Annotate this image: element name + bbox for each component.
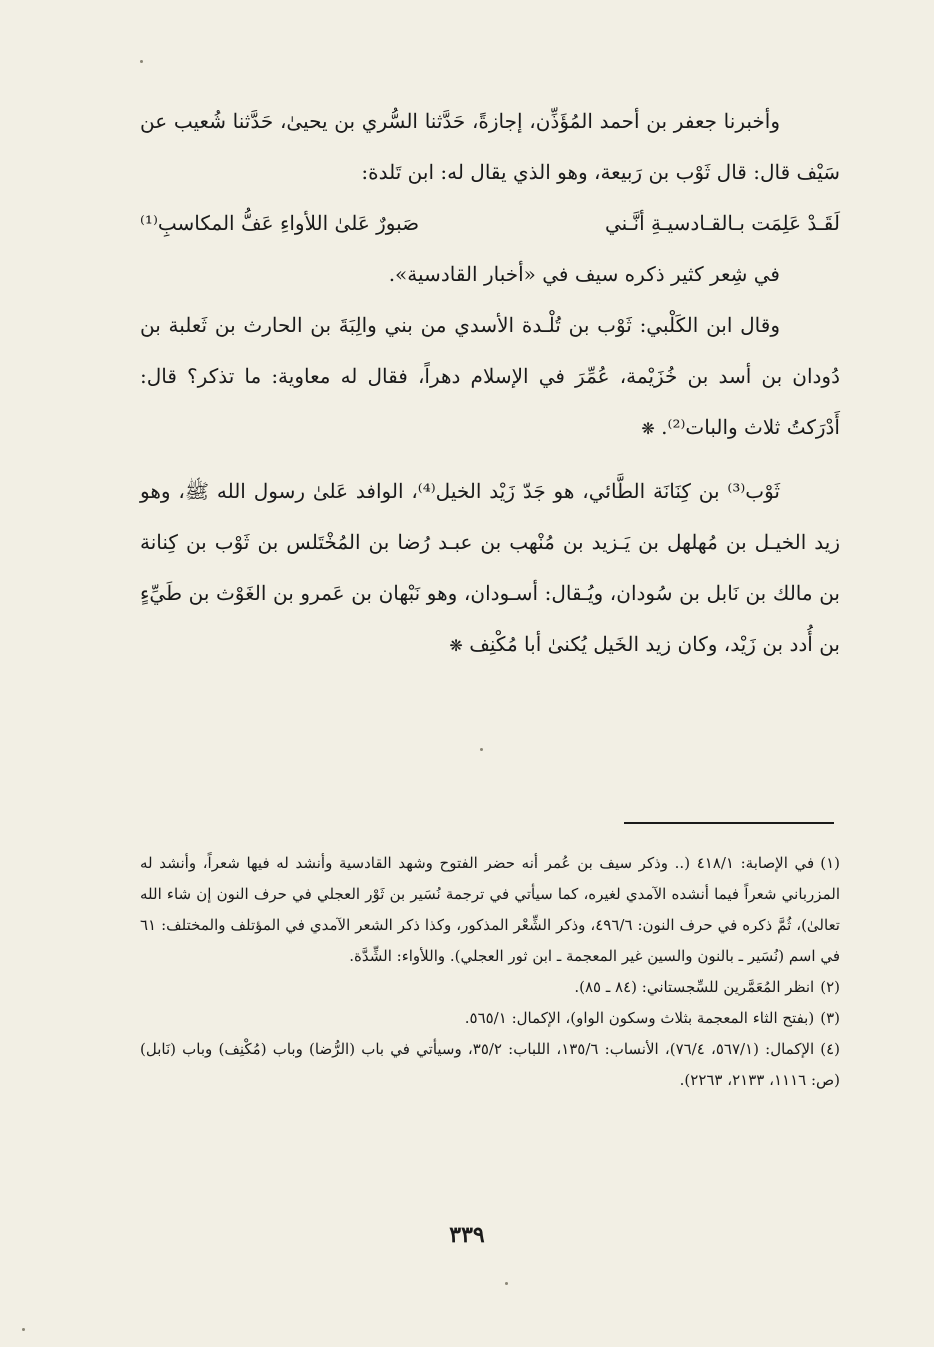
paper-speck <box>505 1282 508 1285</box>
footnote-3 <box>140 1003 840 1034</box>
paragraph-3 <box>140 300 840 454</box>
paragraph-3-text: وقال ابن الكَلْبي: ثَوْب بن تُلْـدة الأسدي من بني والِبَةَ بن الحارث بن ثَعلبة بن دُودان بن أسد بن خُزَيْمة، عُمِّرَ في الإسلام دهراً، فقال له معاوية: ما تذكر؟ قال: أَدْرَكتُ ثلاث والبات⁽²⁾. <box>140 313 841 439</box>
paper-speck <box>140 60 143 63</box>
footnote-text: في الإصابة: ٤١٨/١ (.. وذكر سيف بن عُمر أنه حضر الفتوح وشهد القادسية وأنشد له فيها شعراً، وأنشد له المزرباني شعراً فيما أنشده الآمدي لغيره، كما سيأتي في ترجمة نُسَير بن ثَوْر العجلي في حرف النون إن شاء الله تعالىٰ)، ثُمَّ ذكره في حرف النون: ٤٩٦/٦، وذكر الشِّعْر المذكور، وكذا ذكر الشعر الآمدي في المؤتلف والمختلف: ٦١ في اسم (نُسَير ـ بالنون والسين غير المعجمة ـ ابن ثور العجلي). واللأواء: الشِّدَّة. <box>140 854 840 965</box>
footnote-number: (٢) <box>820 978 840 996</box>
footnote-text: الإكمال: (٥٦٧/١، ٧٦/٤)، الأنساب: ١٣٥/٦، اللباب: ٣٥/٢، وسيأتي في باب (الرُّضا) وباب (مُكْنِف) وباب (نَابل) (ص: ١١١٦، ٢١٣٣، ٢٢٦٣). <box>140 1040 840 1089</box>
paper-speck <box>480 748 483 751</box>
paragraph-2: في شِعر كثير ذكره سيف في «أخبار القادسية». <box>388 262 780 286</box>
verse-first-hemistich: لَقَـدْ عَلِمَت بـالقـادسيـةِ أنَّـني <box>604 211 840 235</box>
footnote-separator <box>624 822 834 824</box>
footnote-text: (بفتح الثاء المعجمة بثلاث وسكون الواو)، الإكمال: ٥٦٥/١. <box>464 1009 815 1027</box>
footnote-4 <box>140 1034 840 1096</box>
paper-speck <box>22 1328 25 1331</box>
main-text <box>140 96 840 671</box>
page-number: ٣٣٩ <box>449 1222 485 1248</box>
verse-second-hemistich: صَبورٌ عَلىٰ اللأواءِ عَفُّ المكاسبِ⁽¹⁾ <box>140 211 420 235</box>
paragraph-4 <box>140 466 840 671</box>
footnote-number: (١) <box>820 854 840 872</box>
paragraph-4-text: ثَوْب⁽³⁾ بن كِنَانَة الطَّائي، هو جَدّ زَيْد الخيل⁽⁴⁾، الوافد عَلىٰ رسول الله ﷺ، وهو زيد الخيـل بن مُهلهل بن يَـزيد بن مُنْهب بن عبـد رُضا بن المُخْتَلس بن ثَوْب بن كِنانة بن مالك بن نَابل بن سُودان، ويُـقال: أسـودان، وهو نَبْهان بن عَمرو بن الغَوْث بن طَيِّءٍ بن أُدد بن زَيْد، وكان زيد الخَيل يُكنىٰ أبا مُكْنِف <box>140 479 840 656</box>
paragraph-1: وأخبرنا جعفر بن أحمد المُؤَذِّن، إجازةً، حَدَّثنا السُّري بن يحيىٰ، حَدَّثنا شُعيب عن سَيْف قال: قال ثَوْب بن رَبيعة، وهو الذي يقال له: ابن تَلدة: <box>140 109 840 184</box>
footnote-number: (٣) <box>820 1009 840 1027</box>
footnotes <box>140 848 840 1096</box>
footnote-number: (٤) <box>820 1040 840 1058</box>
footnote-1 <box>140 848 840 972</box>
footnote-text: انظر المُعَمَّرين للسِّجستاني: (٨٤ ـ ٨٥). <box>574 978 815 996</box>
footnote-2 <box>140 972 840 1003</box>
end-mark: ❋ <box>449 636 463 655</box>
poem-verse <box>140 198 840 249</box>
end-mark: ❋ <box>641 419 655 438</box>
